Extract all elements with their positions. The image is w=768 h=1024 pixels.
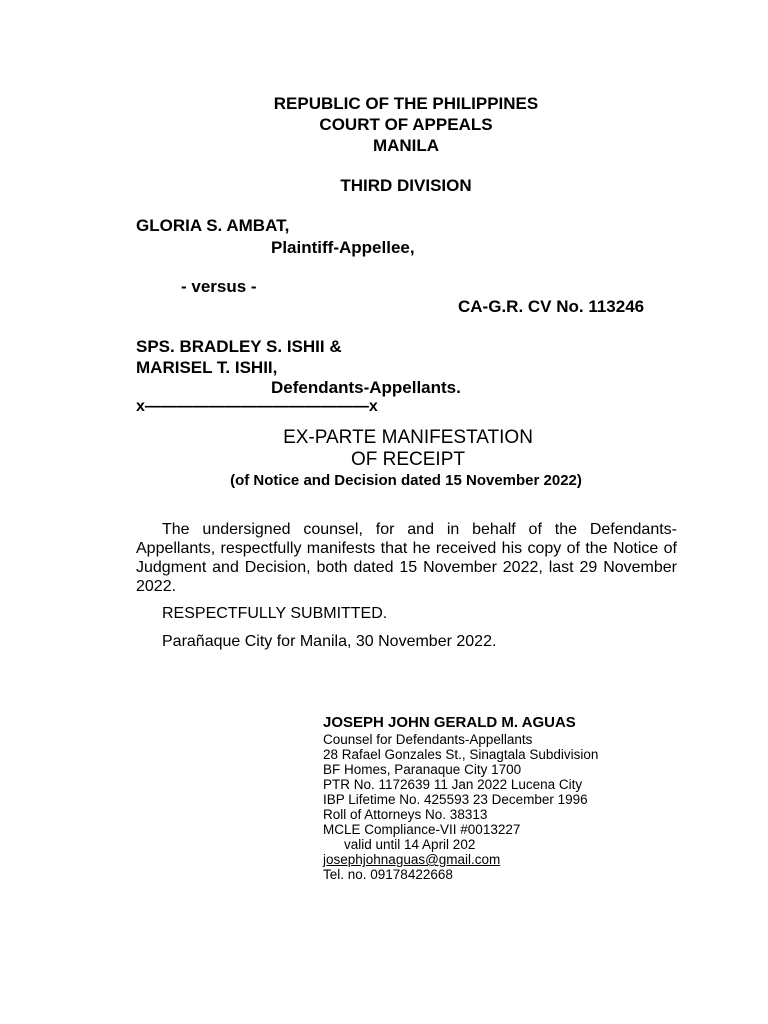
plaintiff-name: GLORIA S. AMBAT,	[136, 216, 290, 235]
mcle-validity: valid until 14 April 202	[344, 837, 476, 852]
signature-block	[323, 714, 598, 882]
plaintiff-role: Plaintiff-Appellee,	[271, 238, 415, 257]
address-line-2: BF Homes, Paranaque City 1700	[323, 762, 522, 777]
defendant-role: Defendants-Appellants.	[271, 378, 461, 397]
defendant-name-2: MARISEL T. ISHII,	[136, 358, 278, 377]
caption-separator: x——————————————x	[136, 398, 378, 415]
address-line-1: 28 Rafael Gonzales St., Sinagtala Subdivision	[323, 747, 599, 762]
email-link[interactable]: josephjohnaguas@gmail.com	[323, 852, 501, 867]
respectfully-submitted: RESPECTFULLY SUBMITTED.	[162, 605, 388, 622]
body-paragraph: The undersigned counsel, for and in behalf of the Defendants-Appellants, respectfully manifests that he received his copy of the Notice of Judgment and Decision, both dated 15 November 2022, last 29 November 2022.	[136, 521, 677, 595]
document-title-line2: OF RECEIPT	[350, 449, 465, 470]
case-number: CA-G.R. CV No. 113246	[458, 297, 645, 316]
counsel-role: Counsel for Defendants-Appellants	[323, 732, 533, 747]
defendant-name-1: SPS. BRADLEY S. ISHII &	[136, 337, 342, 356]
ibp-number: IBP Lifetime No. 425593 23 December 1996	[323, 792, 588, 807]
header-city: MANILA	[372, 136, 440, 155]
place-and-date: Parañaque City for Manila, 30 November 2022.	[162, 633, 497, 650]
document-subtitle: (of Notice and Decision dated 15 November 2022)	[230, 472, 582, 489]
mcle-compliance: MCLE Compliance-VII #0013227	[323, 822, 521, 837]
versus-label: - versus -	[181, 277, 257, 296]
ptr-number: PTR No. 1172639 11 Jan 2022 Lucena City	[323, 777, 583, 792]
document-title-line1: EX-PARTE MANIFESTATION	[283, 427, 533, 448]
roll-of-attorneys: Roll of Attorneys No. 38313	[323, 807, 488, 822]
telephone-number: Tel. no. 09178422668	[323, 867, 453, 882]
header-court: COURT OF APPEALS	[319, 115, 493, 134]
header-division: THIRD DIVISION	[340, 176, 472, 195]
counsel-name: JOSEPH JOHN GERALD M. AGUAS	[323, 714, 576, 731]
header-republic: REPUBLIC OF THE PHILIPPINES	[273, 94, 539, 113]
